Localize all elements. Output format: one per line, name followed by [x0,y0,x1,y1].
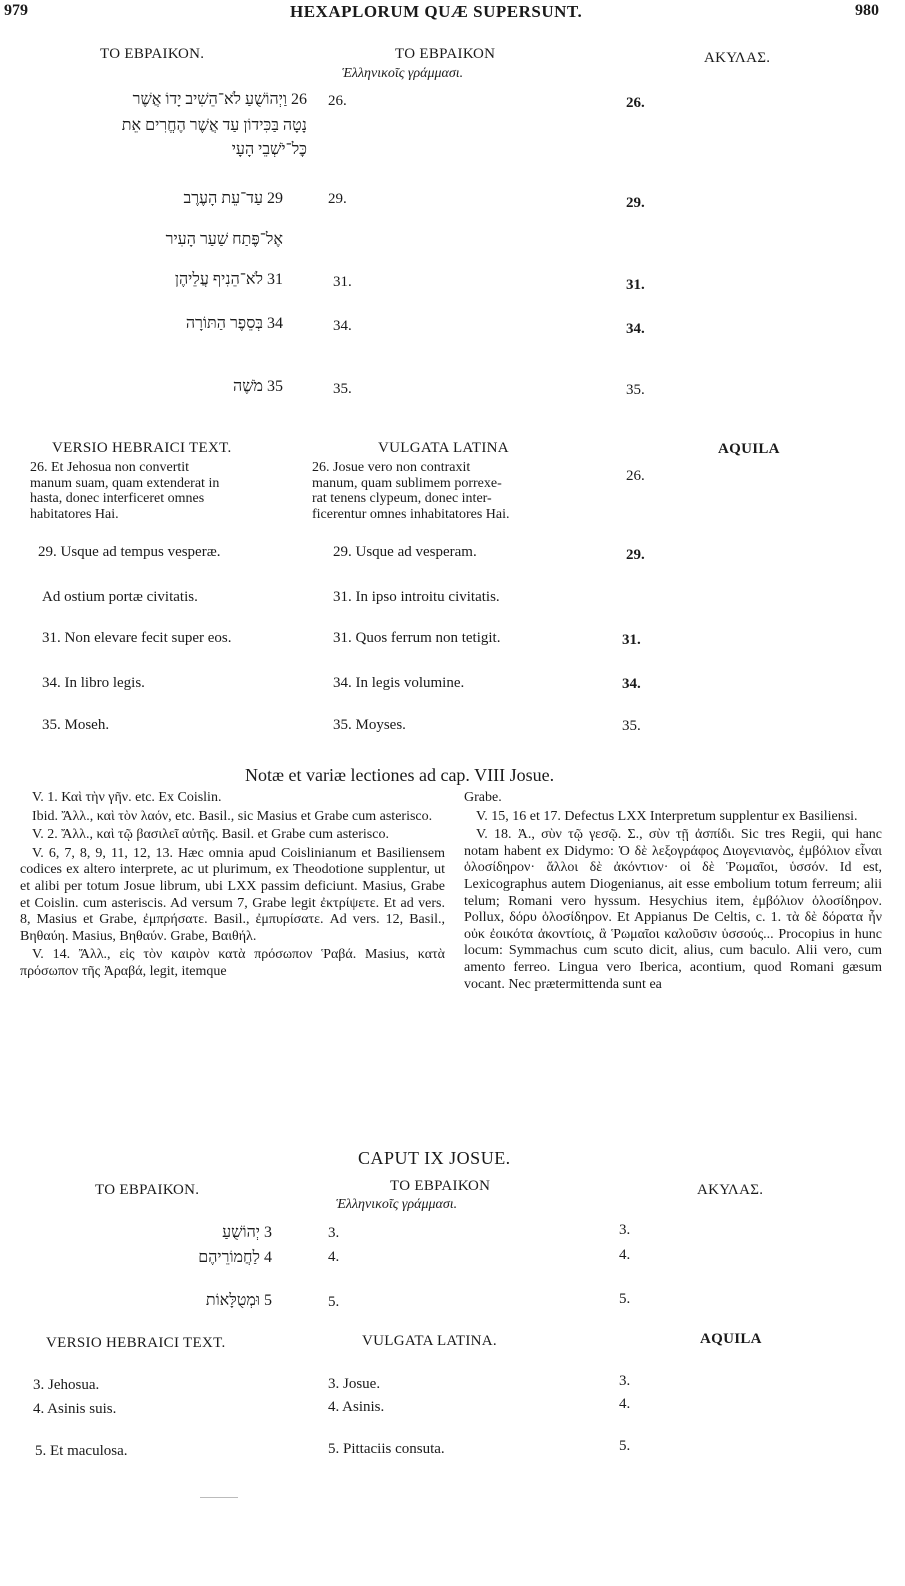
translit-row-31: 31. [333,274,352,290]
versio-row-26 [30,460,219,522]
running-title: HEXAPLORUM QUÆ SUPERSUNT. [290,2,583,21]
chapter-versio-row-4: 4. Asinis suis. [33,1401,117,1417]
note-paragraph: Grabe. [464,790,502,805]
chapter-aquila-latin-header: AQUILA [700,1331,762,1347]
hebrew-row-26-line1: 26 וַיְהוֹשֻׁעַ לֹא־הֵשִׁיב יָדוֹ אֲשֶׁר [132,91,307,108]
hebrew-row-26-line3: כׇּל־יֹשְׁבֵי הָעָי [231,141,307,158]
hebrew-row-29b: אֶל־פֶּתַח שַׁעַר הָעִיר [165,231,283,248]
versio-row-31: 31. Non elevare fecit super eos. [42,630,232,646]
vulgata-row-26 [312,460,509,522]
versio-row-26-line: hasta, donec interficeret omnes [30,491,205,506]
chapter-translit-subheader: Ἑλληνικοῖς γράμμασι. [336,1197,458,1212]
translit-row-35: 35. [333,381,352,397]
decorative-rule [200,1497,238,1498]
translit-row-29: 29. [328,191,347,207]
hebrew-column-header: ΤΟ ΕΒΡΑΙΚΟΝ. [100,46,205,62]
note-paragraph: V. 18. Ἀ., σὺν τῷ γεσῷ. Σ., σὺν τῇ ἀσπίδι. Sic tres Regii, qui hanc notam habent ex Didymo: Ὁ δὲ λεξογράφος Διογενιανὸς, ἐμβόλιον εἶναι ὁλοσίδηρον· ἄλλοι δὲ ἀκόντιον· οἱ δὲ Ῥωμαῖοι, ὑσσόν. Id est, Lexicographus autem Diogenianus, ait esse embolium totum ferreum; alii telum; Romani vero hyssum. Hesychius item, ἐμβόλιον ὁλοσίδηρον. Pollux, δόρυ ὁλοσίδηρον. Et Appianus De Celtis, c. 1. τὰ δὲ δόρατα ἦν οὐκ ἐοικότα ἀκοντίοις, ἃ Ῥωμαῖοι καλοῦσιν ὑσσούς... Procopius in hunc locum: Symmachus cum scuto dicit, alius, cum baculo. Alii vero, cum amento ferreo. Lingua vero Iberica, acontium, quod Romani gæsum vocant. Nec prætermittenda sunt ea [464,827,882,992]
chapter-vulgata-row-5: 5. Pittaciis consuta. [328,1441,445,1457]
vulgata-row-26-line: 26. Josue vero non contraxit [312,460,471,475]
versio-column-header: VERSIO HEBRAICI TEXT. [52,440,232,456]
note-paragraph: V. 2. Ἄλλ., καὶ τῷ βασιλεῖ αὐτῆς. Basil. et Grabe cum asterisco. [32,827,389,843]
note-paragraph: Ibid. Ἄλλ., καὶ τὸν λαόν, etc. Basil., sic Masius et Grabe cum asterisco. [32,808,433,824]
chapter-aquila-latin-row-5: 5. [619,1438,631,1454]
versio-row-26-line: manum suam, quam extenderat in [30,475,220,491]
versio-row-34: 34. In libro legis. [42,675,145,691]
chapter-title: CAPUT IX JOSUE. [358,1148,511,1168]
versio-row-29: 29. Usque ad tempus vesperæ. [38,544,221,560]
aquila-row-34: 34. [626,321,645,337]
aquila-latin-row-26: 26. [626,468,645,484]
aquila-latin-row-29: 29. [626,547,645,563]
hebrew-row-34: 34 בְּסֵפֶר הַתּוֹרָה [185,315,283,332]
aquila-latin-column-header: AQUILA [718,441,780,457]
notes-right-column [464,790,882,995]
note-paragraph: V. 1. Καὶ τὴν γῆν. etc. Ex Coislin. [32,790,222,805]
aquila-row-35: 35. [626,382,645,398]
vulgata-row-29: 29. Usque ad vesperam. [333,544,477,560]
vulgata-row-34: 34. In legis volumine. [333,675,465,691]
hebrew-row-26-line2: נָטָה בַּכִּידוֹן עַד אֲשֶׁר הֶחֱרִים אֵת [121,117,307,134]
chapter-translit-row-5: 5. [328,1294,340,1310]
hebrew-row-29: 29 עַד־עֵת הָעֶרֶב [183,190,283,207]
aquila-latin-row-34: 34. [622,676,641,692]
note-paragraph: V. 15, 16 et 17. Defectus LXX Interpretum supplentur ex Basiliensi. [476,808,858,824]
versio-row-26-line: 26. Et Jehosua non convertit [30,460,190,475]
chapter-vulgata-header: VULGATA LATINA. [362,1333,497,1349]
chapter-hebrew-row-5: 5 וּמְטֻלָּאוֹת [205,1292,272,1309]
versio-row-35: 35. Moseh. [42,717,110,733]
notes-title: Notæ et variæ lectiones ad cap. VIII Josue. [245,765,555,785]
aquila-row-26: 26. [626,95,645,111]
vulgata-row-26-line: manum, quam sublimem porrexe- [312,475,502,491]
note-paragraph: V. 6, 7, 8, 9, 11, 12, 13. Hæc omnia apud Coislinianum et Basiliensem codices ex altero interprete, ac ut plurimum, ex Theodotione supplentur, ut et alibi per totum Josue librum, ubi LXX passim deficiunt. Masius, Grabe et Coislin. cum asteriscis. Ad versum 7, Grabe legit ἐκτρίψετε. Et ad vers. 8, Masius et Grabe, ἐμπρήσατε. Basil., ἐμπυρίσατε. Ad vers. 12, Basil., Βηθαύη. Masius, Βηθαύν. Grabe, Βαιθήλ. [20,845,445,944]
vulgata-column-header: VULGATA LATINA [378,440,509,456]
aquila-row-31: 31. [626,277,645,293]
chapter-versio-header: VERSIO HEBRAICI TEXT. [46,1335,226,1351]
translit-row-26: 26. [328,93,347,109]
chapter-translit-row-4: 4. [328,1249,340,1265]
vulgata-row-35: 35. Moyses. [333,717,406,733]
chapter-versio-row-5: 5. Et maculosa. [35,1443,128,1459]
notes-left-column [20,790,445,983]
chapter-translit-row-3: 3. [328,1225,340,1241]
chapter-aquila-row-3: 3. [619,1222,631,1238]
aquila-column-header: ΑΚΥΛΑΣ. [704,50,771,66]
chapter-aquila-row-5: 5. [619,1291,631,1307]
chapter-aquila-header: ΑΚΥΛΑΣ. [697,1182,764,1198]
aquila-latin-row-31: 31. [622,632,641,648]
chapter-translit-header: ΤΟ ΕΒΡΑΙΚΟΝ [390,1178,491,1194]
versio-row-26-line: habitatores Hai. [30,506,119,522]
versio-row-29b: Ad ostium portæ civitatis. [42,589,198,605]
chapter-hebrew-row-3: 3 יְהוֹשֻׁעַ [222,1224,272,1241]
left-page-number: 979 [4,2,28,19]
vulgata-row-29b: 31. In ipso introitu civitatis. [333,589,500,605]
aquila-latin-row-35: 35. [622,718,641,734]
chapter-hebrew-header: ΤΟ ΕΒΡΑΙΚΟΝ. [95,1182,200,1198]
chapter-vulgata-row-4: 4. Asinis. [328,1399,385,1415]
chapter-versio-row-3: 3. Jehosua. [33,1377,100,1393]
translit-row-34: 34. [333,318,352,334]
vulgata-row-26-line: rat tenens clypeum, donec inter- [312,491,492,506]
translit-column-subheader: Ἑλληνικοῖς γράμμασι. [342,66,464,81]
note-paragraph: V. 14. Ἄλλ., εἰς τὸν καιρὸν κατὰ πρόσωπον Ῥαβά. Masius, κατὰ πρόσωπον τῆς Ἀραβά, legit, itemque [20,947,445,979]
chapter-aquila-latin-row-4: 4. [619,1396,631,1412]
hebrew-row-35: 35 מֹשֶׁה [232,378,283,395]
chapter-vulgata-row-3: 3. Josue. [328,1376,381,1392]
translit-column-header: ΤΟ ΕΒΡΑΙΚΟΝ [395,46,496,62]
hebrew-row-31: 31 לֹא־הֵנִיף עֲלֵיהֶן [174,271,283,288]
right-page-number: 980 [855,2,879,19]
chapter-aquila-latin-row-3: 3. [619,1373,631,1389]
vulgata-row-31: 31. Quos ferrum non tetigit. [333,630,501,646]
vulgata-row-26-line: ficerentur omnes inhabitatores Hai. [312,506,510,522]
chapter-hebrew-row-4: 4 לַחֲמוֹרֵיהֶם [198,1249,272,1266]
chapter-aquila-row-4: 4. [619,1247,631,1263]
aquila-row-29: 29. [626,195,645,211]
